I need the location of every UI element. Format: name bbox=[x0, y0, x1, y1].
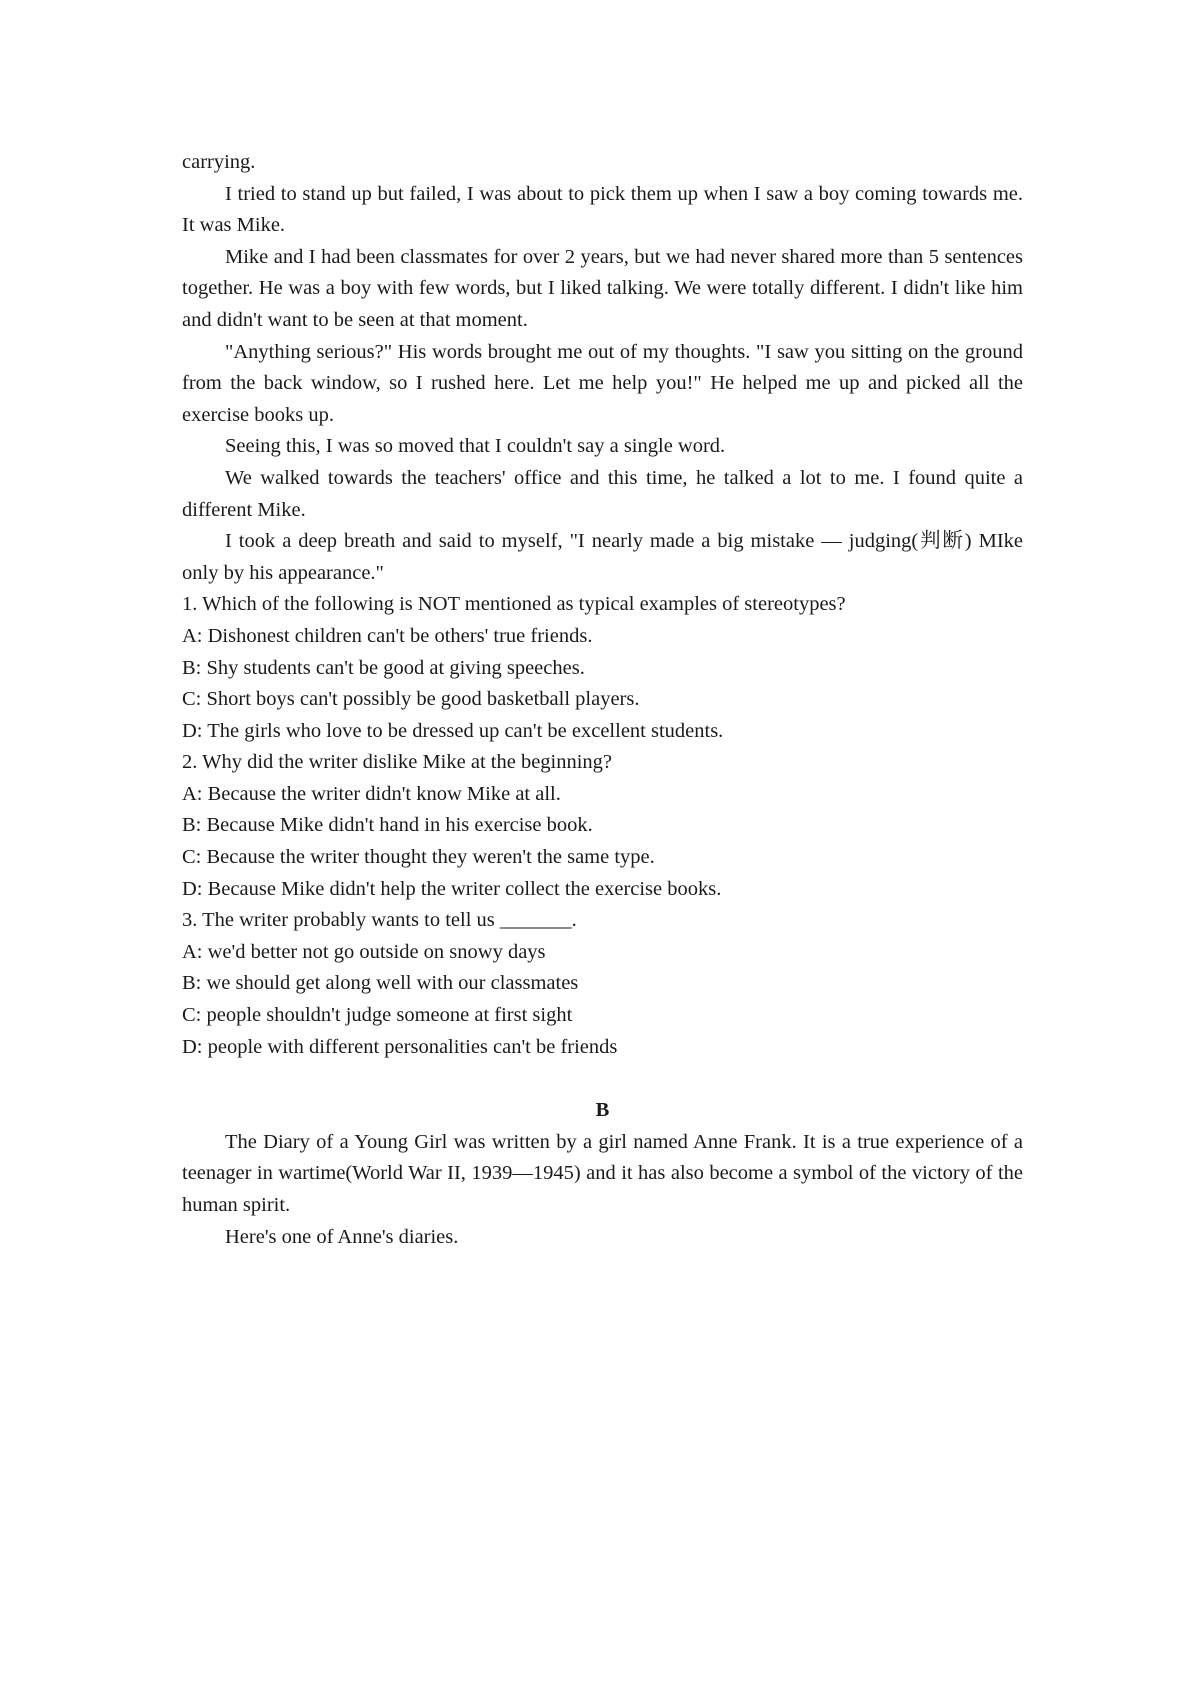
question-3 bbox=[182, 905, 1023, 1063]
option-b: B: Shy students can't be good at giving speeches. bbox=[182, 656, 585, 679]
paragraph: carrying. bbox=[182, 151, 256, 173]
section-heading: B bbox=[595, 1099, 610, 1122]
option-b: B: Because Mike didn't hand in his exercise book. bbox=[182, 814, 593, 837]
paragraph: Here's one of Anne's diaries. bbox=[225, 1225, 459, 1248]
question-1 bbox=[182, 589, 1023, 747]
paragraph: Mike and I had been classmates for over 2 years, but we had never shared more than 5 sentences together. He was a boy with few words, but I liked talking. We were totally different. I didn't like him and didn't want to be seen at that moment. bbox=[182, 245, 1023, 331]
question-2 bbox=[182, 747, 1023, 905]
option-c: C: people shouldn't judge someone at first sight bbox=[182, 1004, 573, 1027]
paragraph: We walked towards the teachers' office and this time, he talked a lot to me. I found quite a different Mike. bbox=[182, 466, 1023, 521]
passage-a bbox=[182, 147, 1023, 589]
option-c: C: Because the writer thought they weren't the same type. bbox=[182, 846, 655, 869]
question-stem: 1. Which of the following is NOT mentioned as typical examples of stereotypes? bbox=[182, 593, 846, 616]
option-b: B: we should get along well with our classmates bbox=[182, 972, 579, 995]
section-b bbox=[182, 1095, 1023, 1253]
paragraph: I tried to stand up but failed, I was about to pick them up when I saw a boy coming towards me. It was Mike. bbox=[182, 182, 1023, 237]
option-d: D: Because Mike didn't help the writer collect the exercise books. bbox=[182, 877, 722, 900]
option-a: A: we'd better not go outside on snowy days bbox=[182, 940, 546, 963]
option-a: A: Dishonest children can't be others' true friends. bbox=[182, 624, 593, 647]
question-list bbox=[182, 589, 1023, 1063]
option-a: A: Because the writer didn't know Mike at all. bbox=[182, 782, 561, 805]
question-stem: 2. Why did the writer dislike Mike at the beginning? bbox=[182, 751, 613, 774]
paragraph: Seeing this, I was so moved that I couldn't say a single word. bbox=[225, 435, 726, 458]
paragraph: I took a deep breath and said to myself, "I nearly made a big mistake — judging(判断) MIke only by his appearance." bbox=[182, 530, 1023, 584]
option-c: C: Short boys can't possibly be good basketball players. bbox=[182, 688, 640, 711]
option-d: D: The girls who love to be dressed up can't be excellent students. bbox=[182, 719, 724, 742]
option-d: D: people with different personalities can't be friends bbox=[182, 1035, 618, 1058]
paragraph: The Diary of a Young Girl was written by a girl named Anne Frank. It is a true experience of a teenager in wartime(World War II, 1939—1945) and it has also become a symbol of the victory of the human spirit. bbox=[182, 1130, 1023, 1216]
paragraph: "Anything serious?" His words brought me out of my thoughts. "I saw you sitting on the ground from the back window, so I rushed here. Let me help you!" He helped me up and picked all the exercise books up. bbox=[182, 340, 1023, 426]
document-page bbox=[182, 147, 1023, 1253]
question-stem: 3. The writer probably wants to tell us _______. bbox=[182, 909, 577, 932]
